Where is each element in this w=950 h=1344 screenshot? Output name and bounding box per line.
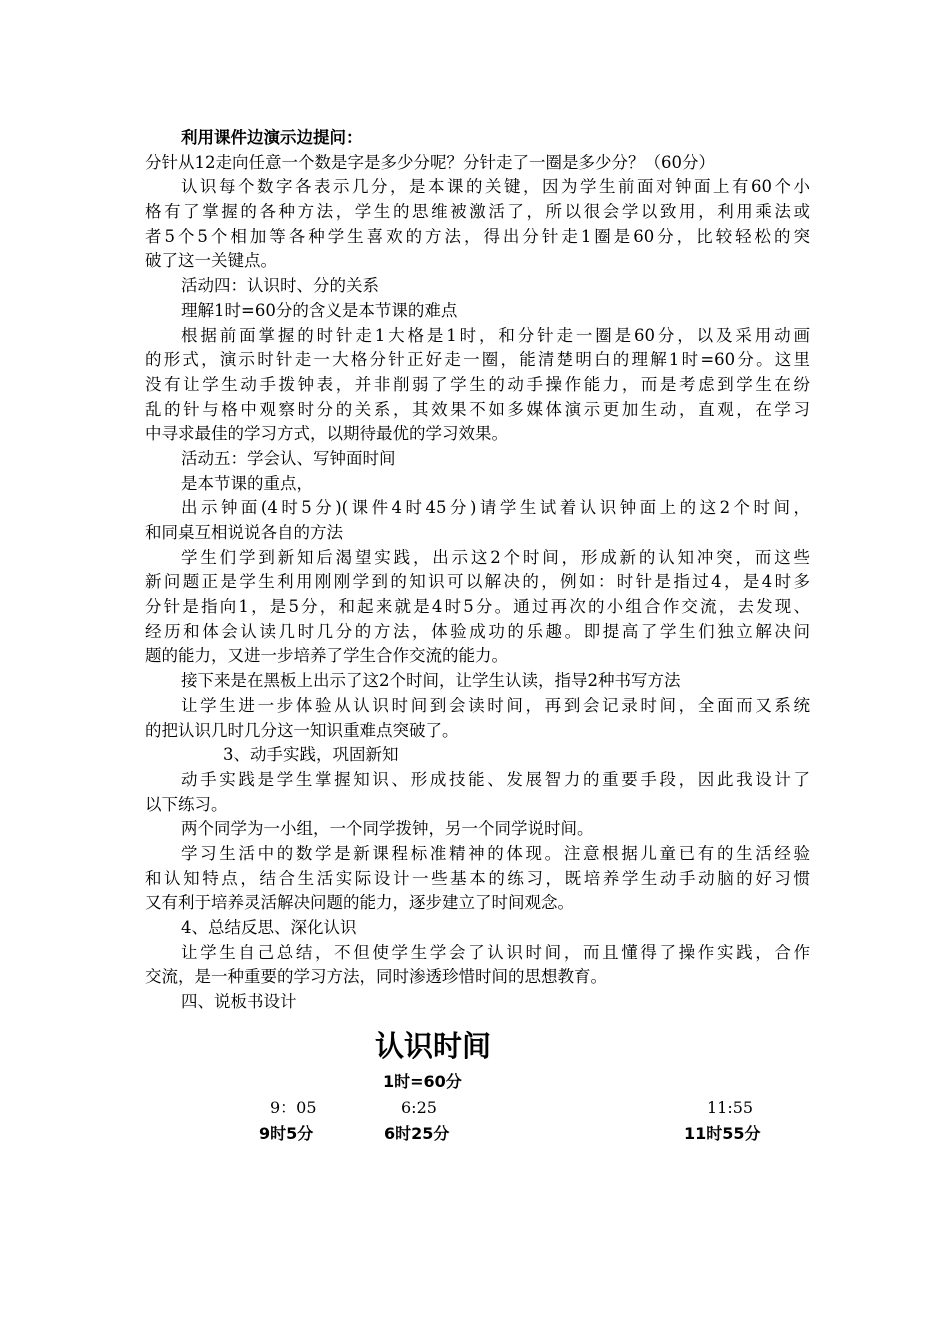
- paragraph-line: 认识每个数字各表示几分，是本课的关键，因为学生前面对钟面上有60个小: [181, 177, 810, 197]
- paragraph-line: 理解1时=60分的含义是本节课的难点: [181, 300, 458, 320]
- paragraph-line: 格有了掌握的各种方法，学生的思维被激活了，所以很会学以致用，利用乘法或: [145, 202, 810, 222]
- paragraph-line: 动手实践是学生掌握知识、形成技能、发展智力的重要手段，因此我设计了: [181, 769, 810, 789]
- paragraph-line: 分针是指向1，是5分，和起来就是4时5分。通过再次的小组合作交流，去发现、: [145, 597, 810, 617]
- paragraph-line: 两个同学为一小组，一个同学拨钟，另一个同学说时间。: [181, 819, 594, 839]
- paragraph-line: 又有利于培养灵活解决问题的能力，逐步建立了时间观念。: [145, 893, 574, 913]
- paragraph-line: 乱的针与格中观察时分的关系，其效果不如多媒体演示更加生动，直观，在学习: [145, 399, 810, 419]
- paragraph-line: 者5个5个相加等各种学生喜欢的方法，得出分针走1圈是60分，比较轻松的突: [145, 226, 810, 246]
- paragraph-line: 没有让学生动手拨钟表，并非削弱了学生的动手操作能力，而是考虑到学生在纷: [145, 374, 810, 394]
- paragraph-line: 学习生活中的数学是新课程标准精神的体现。注意根据儿童已有的生活经验: [181, 843, 810, 863]
- paragraph-line: 题的能力，又进一步培养了学生合作交流的能力。: [145, 646, 508, 666]
- document-body: [145, 126, 810, 1015]
- board-time-chinese-2: 6时25分: [384, 1124, 450, 1143]
- board-time-chinese-3: 11时55分: [684, 1124, 761, 1143]
- board-time-digital-3: 11:55: [707, 1098, 754, 1117]
- paragraph-line: 是本节课的重点，: [181, 473, 313, 493]
- paragraph-line: 中寻求最佳的学习方式，以期待最优的学习效果。: [145, 424, 508, 444]
- paragraph-line: 出示钟面(4时5分)(课件4时45分)请学生试着认识钟面上的这2个时间，: [181, 498, 810, 518]
- paragraph-line: 的形式，演示时针走一大格分针正好走一圈，能清楚明白的理解1时=60分。这里: [145, 350, 810, 370]
- paragraph-line: 破了这一关键点。: [145, 251, 277, 271]
- paragraph-line: 新问题正是学生利用刚刚学到的知识可以解决的，例如：时针是指过4，是4时多: [145, 572, 810, 592]
- paragraph-line: 交流，是一种重要的学习方法，同时渗透珍惜时间的思想教育。: [145, 967, 607, 987]
- paragraph-line: 和同桌互相说说各自的方法: [145, 523, 343, 542]
- board-time-chinese-1: 9时5分: [259, 1124, 314, 1143]
- paragraph-line: 分针从12走向任意一个数是字是多少分呢？分针走了一圈是多少分？（60分）: [145, 152, 715, 172]
- paragraph-line: 让学生自己总结，不但使学生学会了认识时间，而且懂得了操作实践，合作: [181, 942, 810, 962]
- paragraph-line: 四、说板书设计: [181, 992, 297, 1012]
- paragraph-line: 利用课件边演示边提问：: [181, 128, 363, 147]
- paragraph-line: 以下练习。: [145, 794, 228, 814]
- board-time-digital-2: 6:25: [401, 1098, 437, 1117]
- board-time-digital-1: 9：05: [270, 1098, 317, 1117]
- paragraph-line: 4、总结反思、深化认识: [181, 918, 357, 937]
- paragraph-line: 的把认识几时几分这一知识重难点突破了。: [145, 720, 459, 740]
- board-relation: 1时=60分: [383, 1072, 462, 1091]
- paragraph-line: 活动五：学会认、写钟面时间: [181, 448, 396, 468]
- paragraph-line: 活动四：认识时、分的关系: [181, 276, 379, 296]
- paragraph-line: 学生们学到新知后渴望实践，出示这2个时间，形成新的认知冲突，而这些: [181, 547, 810, 567]
- paragraph-line: 3、动手实践，巩固新知: [223, 745, 399, 765]
- paragraph-line: 和认知特点，结合生活实际设计一些基本的练习，既培养学生动手动脑的好习惯: [145, 868, 810, 888]
- paragraph-line: 接下来是在黑板上出示了这2个时间，让学生认读，指导2种书写方法: [181, 671, 681, 691]
- paragraph-line: 让学生进一步体验从认识时间到会读时间，再到会记录时间，全面而又系统: [181, 695, 810, 715]
- board-title: 认识时间: [375, 1029, 492, 1063]
- paragraph-line: 经历和体会认读几时几分的方法，体验成功的乐趣。即提高了学生们独立解决问: [145, 621, 810, 641]
- paragraph-line: 根据前面掌握的时针走1大格是1时，和分针走一圈是60分，以及采用动画: [181, 325, 810, 345]
